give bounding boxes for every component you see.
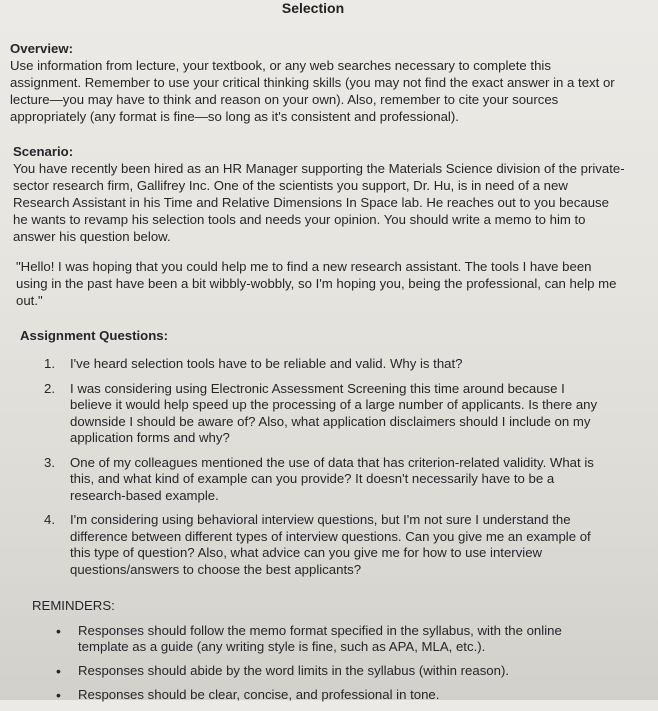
assignment-heading: Assignment Questions: (20, 328, 169, 343)
reminder-item (52, 623, 612, 655)
reminder-item (52, 687, 612, 703)
question-text: One of my colleagues mentioned the use of data that has criterion-related validity. What is this, and what kind of example can you provide? It doesn't necessarily have to be a research-based example. (70, 454, 594, 503)
question-list (30, 356, 605, 586)
question-text: I'm considering using behavioral interview questions, but I'm not sure I understand the difference between different types of interview questions. Can you give me an example of this type of question? Also, what advice can you give me for how to use interview questions/answers to choose the best applicants? (70, 512, 591, 577)
bullet-icon: • (56, 663, 61, 679)
question-number: 4. (44, 512, 55, 527)
reminders-heading: REMINDERS: (32, 598, 115, 613)
reminders-list (52, 623, 612, 711)
question-number: 2. (44, 380, 55, 396)
quote-paragraph: "Hello! I was hoping that you could help me to find a new research assistant. The tools I have been using in the past have been a bit wibbly-wobbly, so I'm hoping you, being the professional, can help me out." (16, 259, 617, 308)
overview-heading: Overview: (10, 41, 74, 56)
scenario-section (13, 143, 625, 245)
overview-text: Use information from lecture, your textbook, or any web searches necessary to complete this assignment. Remember to use your critical thinking skills (you may not find the exact answer in a text or lecture—you may have to think and reason on your own). Also, remember to cite your sources appropriately (any format is fine—so long as it's consistent and professional). (10, 58, 615, 124)
question-text: I've heard selection tools have to be reliable and valid. Why is that? (70, 356, 463, 371)
question-number: 1. (44, 356, 55, 371)
page-title: Selection (281, 0, 345, 16)
bullet-icon: • (56, 687, 61, 703)
question-item (30, 356, 605, 373)
reminder-text: Responses should abide by the word limits in the syllabus (within reason). (78, 663, 510, 678)
overview-section (10, 40, 622, 125)
reminder-text: Responses should follow the memo format specified in the syllabus, with the online template as a guide (any writing style is fine, such as APA, MLA, etc.). (78, 623, 562, 654)
reminder-text: Responses should be clear, concise, and professional in tone. (78, 687, 440, 702)
scenario-text: You have recently been hired as an HR Manager supporting the Materials Science division of the private-sector research firm, Gallifrey Inc. One of the scientists you support, Dr. Hu, is in need of a new Research Assistant in his Time and Relative Dimensions In Space lab. He reaches out to you because he wants to revamp his selection tools and needs your opinion. You should write a memo to him to answer his question below. (13, 161, 625, 244)
scenario-heading: Scenario: (13, 144, 74, 159)
question-number: 3. (44, 454, 55, 470)
question-item (30, 455, 605, 505)
question-text: I was considering using Electronic Assessment Screening this time around because I believe it would help speed up the processing of a large number of applicants. Is there any downside I should be aware of? Also, what application disclaimers should I include on my application forms and why? (70, 380, 598, 445)
reminder-item (52, 663, 612, 679)
question-item (30, 381, 605, 447)
question-item (30, 512, 605, 578)
bullet-icon: • (56, 623, 61, 639)
